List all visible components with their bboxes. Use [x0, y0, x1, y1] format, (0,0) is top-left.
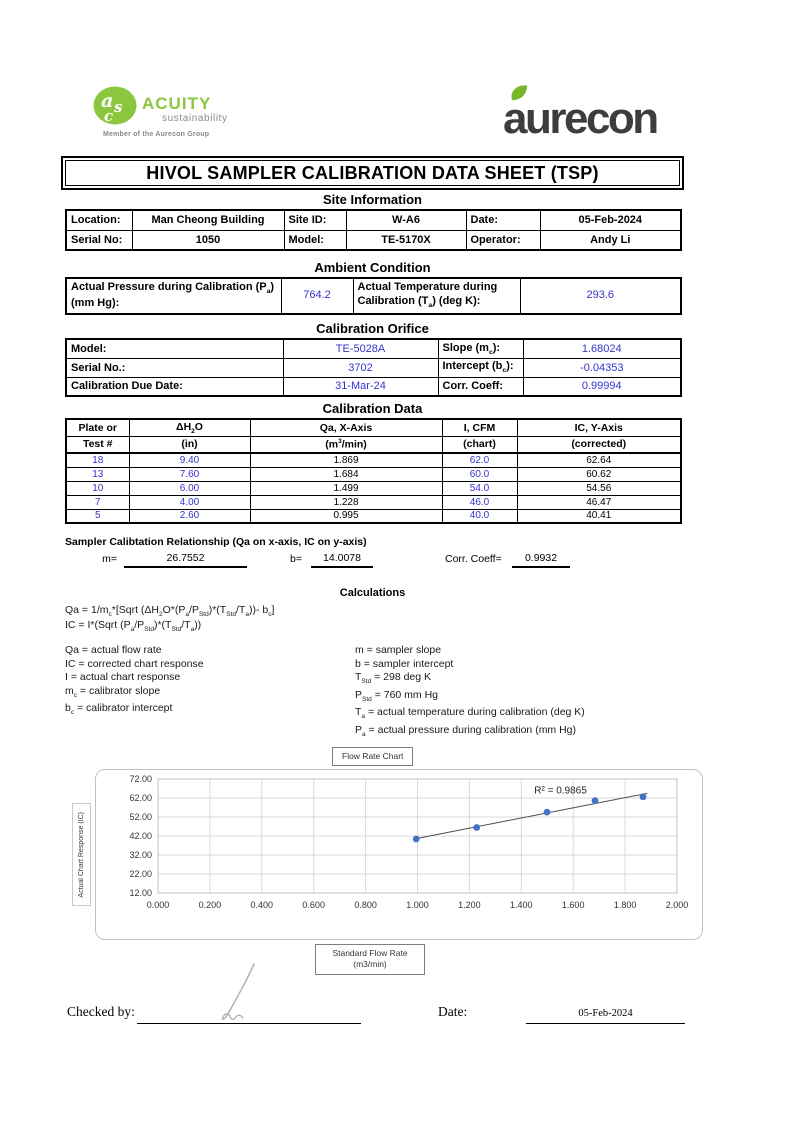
pressure-value: 764.2	[281, 278, 353, 314]
acuity-wordmark: ACUITY	[142, 94, 212, 113]
calibration-data-row: 18 9.40 1.869 62.0 62.64	[66, 453, 681, 467]
location-value: Man Cheong Building	[132, 210, 284, 230]
model-label: Model:	[284, 230, 346, 250]
svg-text:0.000: 0.000	[146, 900, 170, 910]
definitions-right	[355, 644, 585, 741]
acuity-subtitle: sustainability	[162, 113, 228, 124]
b-value: 14.0078	[311, 552, 373, 568]
corr-coeff-footer-value: 0.9932	[512, 552, 570, 568]
serial-no-label: Serial No:	[66, 230, 132, 250]
calibration-orifice-heading: Calibration Orifice	[316, 321, 429, 336]
site-id-value: W-A6	[346, 210, 466, 230]
orifice-model-value: TE-5028A	[283, 339, 438, 358]
intercept-label: Intercept $(b_c)$:	[438, 358, 523, 377]
operator-value: Andy Li	[540, 230, 681, 250]
svg-text:a: a	[101, 90, 114, 112]
date-value: 05-Feb-2024	[540, 210, 681, 230]
site-information-table	[65, 209, 682, 251]
calibration-header-row: Test # (in) $(m^3/\min)$ (chart) (corrected)	[66, 436, 681, 453]
relationship-heading: Sampler Calibtation Relationship (Qa on x-axis, IC on y-axis)	[65, 536, 367, 548]
definition-line: $T_a$ = actual temperature during calibration (deg K)	[355, 706, 585, 721]
svg-text:62.00: 62.00	[129, 793, 152, 803]
scatter-plot	[96, 770, 701, 938]
acuity-tagline: Member of the Aurecon Group	[103, 131, 210, 138]
corr-coeff-label: Corr. Coeff:	[438, 377, 523, 396]
serial-no-value: 1050	[132, 230, 284, 250]
calibration-data-row: 7 4.00 1.228 46.0 46.47	[66, 495, 681, 509]
ambient-condition-heading: Ambient Condition	[314, 260, 431, 275]
orifice-row	[66, 377, 681, 396]
orifice-row	[66, 358, 681, 377]
acuity-logo	[93, 86, 243, 142]
svg-text:0.600: 0.600	[302, 900, 325, 910]
svg-text:2.000: 2.000	[665, 900, 689, 910]
formula-qa: $Qa = 1/m_c*[Sqrt$ $(\Delta H_2O*(P_a/P_{Std})*(T_{Std}/T_a))-$ $b_c$]	[65, 604, 275, 619]
checked-by-label: Checked by:	[67, 1004, 135, 1019]
orifice-serial-label: Serial No.:	[66, 358, 283, 377]
due-date-value: 31-Mar-24	[283, 377, 438, 396]
chart-x-axis-label: Standard Flow Rate (m3/min)	[315, 944, 425, 975]
formula-ic: IC = I*(Sqrt $(P_a/P_{Std})*(T_{Std}/T_a)$)	[65, 619, 202, 634]
svg-text:s: s	[114, 98, 123, 116]
signature-icon	[198, 962, 278, 1024]
calibration-header-row: Plate or $\Delta H_2O$ Qa, X-Axis I, CFM IC, Y-Axis	[66, 419, 681, 436]
m-label: m=	[102, 553, 117, 565]
definition-line: m = sampler slope	[355, 644, 442, 656]
definition-line: I = actual chart response	[65, 671, 181, 683]
chart-title-box: Flow Rate Chart	[332, 747, 413, 766]
footer-date-value: 05-Feb-2024	[526, 986, 685, 1024]
svg-text:52.00: 52.00	[129, 812, 152, 822]
aurecon-logo	[503, 84, 673, 143]
corr-coeff-footer-label: Corr. Coeff=	[445, 553, 502, 565]
definitions-left	[65, 644, 204, 720]
svg-text:1.800: 1.800	[613, 900, 637, 910]
b-label: b=	[290, 553, 302, 565]
svg-text:R² = 0.9865: R² = 0.9865	[534, 785, 587, 797]
svg-text:1.600: 1.600	[561, 900, 585, 910]
acuity-monogram-icon	[93, 86, 139, 126]
definition-line: $P_a$ = actual pressure during calibration (mm Hg)	[355, 723, 577, 738]
site-information-heading: Site Information	[323, 192, 422, 207]
temperature-label: Actual Temperature during Calibration $(T_a)$ (deg K):	[353, 278, 520, 314]
svg-text:1.200: 1.200	[458, 900, 481, 910]
aurecon-wordmark: aurecon	[503, 94, 657, 143]
svg-text:0.800: 0.800	[354, 900, 377, 910]
calibration-orifice-table	[65, 338, 682, 397]
svg-text:72.00: 72.00	[129, 774, 152, 784]
temperature-value: 293.6	[520, 278, 681, 314]
site-info-row	[66, 210, 681, 230]
definition-line: $b_c$ = calibrator intercept	[65, 702, 173, 717]
definition-line: $T_{Std} = 298$ deg K	[355, 671, 432, 686]
calibration-data-row: 10 6.00 1.499 54.0 54.56	[66, 481, 681, 495]
slope-value: 1.68024	[523, 339, 681, 358]
svg-text:22.00: 22.00	[129, 869, 152, 879]
svg-text:c: c	[104, 107, 114, 125]
orifice-row	[66, 339, 681, 358]
location-label: Location:	[66, 210, 132, 230]
chart-y-axis-label: Actual Chart Response (IC)	[72, 803, 91, 906]
calculations-heading: Calculations	[339, 587, 406, 599]
calibration-data-heading: Calibration Data	[322, 401, 423, 416]
footer-date-label: Date:	[438, 1004, 468, 1019]
slope-label: Slope $(m_c)$:	[438, 339, 523, 358]
calibration-data-row: 13 7.60 1.684 60.0 60.62	[66, 467, 681, 481]
corr-coeff-value: 0.99994	[523, 377, 681, 396]
orifice-serial-value: 3702	[283, 358, 438, 377]
operator-label: Operator:	[466, 230, 540, 250]
model-value: TE-5170X	[346, 230, 466, 250]
svg-text:0.400: 0.400	[250, 900, 274, 910]
svg-text:32.00: 32.00	[129, 850, 152, 860]
flow-rate-chart	[95, 769, 703, 940]
svg-text:42.00: 42.00	[129, 831, 152, 841]
calibration-data-table	[65, 418, 682, 524]
svg-text:12.00: 12.00	[129, 888, 152, 898]
due-date-label: Calibration Due Date:	[66, 377, 283, 396]
calibration-data-row: 5 2.60 0.995 40.0 40.41	[66, 509, 681, 523]
site-id-label: Site ID:	[284, 210, 346, 230]
svg-text:1.000: 1.000	[406, 900, 429, 910]
orifice-model-label: Model:	[66, 339, 283, 358]
page-title: HIVOL SAMPLER CALIBRATION DATA SHEET (TSP)	[65, 160, 680, 186]
definition-line: b = sampler intercept	[355, 657, 454, 670]
site-info-row	[66, 230, 681, 250]
definition-line: Qa = actual flow rate	[65, 644, 162, 656]
date-label: Date:	[466, 210, 540, 230]
ambient-condition-table	[65, 277, 682, 315]
m-value: 26.7552	[124, 552, 247, 568]
definition-line: IC = corrected chart response	[65, 657, 204, 670]
definition-line: $m_c$ = calibrator slope	[65, 684, 161, 699]
pressure-label: Actual Pressure during Calibration $(P_a)$ (mm Hg):	[66, 278, 281, 314]
definition-line: $P_{Std} = 760$ mm Hg	[355, 688, 439, 703]
svg-text:1.400: 1.400	[510, 900, 533, 910]
intercept-value: -0.04353	[523, 358, 681, 377]
svg-text:0.200: 0.200	[198, 900, 222, 910]
